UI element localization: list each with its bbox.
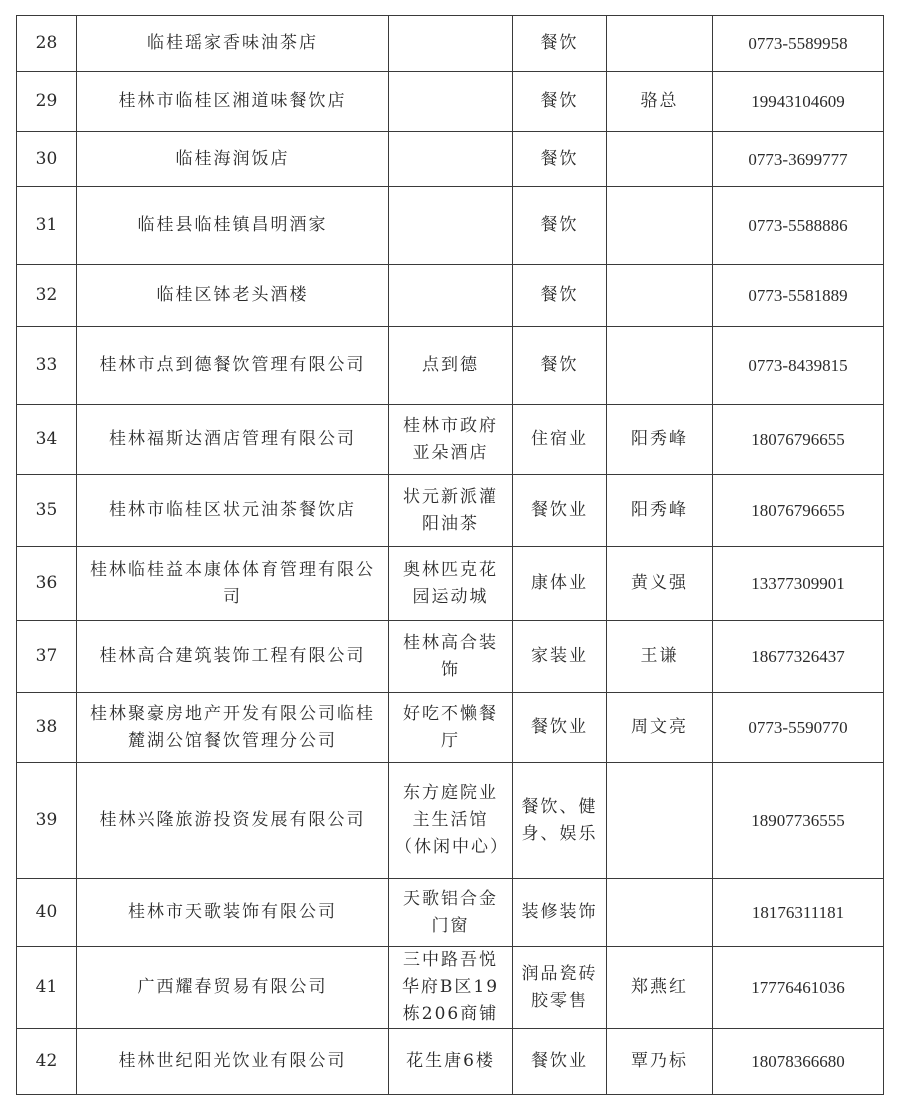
contact-person-cell: 骆总 [607,72,713,132]
contact-person-cell: 阳秀峰 [607,405,713,475]
industry-cell: 餐饮 [513,265,607,327]
brand-name-cell: 桂林高合装饰 [389,621,513,693]
phone-number-cell: 18176311181 [713,879,884,947]
industry-cell: 餐饮、健身、娱乐 [513,763,607,879]
industry-cell: 餐饮 [513,132,607,187]
table-row [17,405,884,475]
industry-cell: 住宿业 [513,405,607,475]
industry-cell: 餐饮 [513,327,607,405]
contact-person-cell: 黄义强 [607,547,713,621]
contact-person-cell [607,763,713,879]
row-number-cell: 29 [17,72,77,132]
company-name-cell: 桂林市临桂区湘道味餐饮店 [77,72,389,132]
industry-cell: 餐饮 [513,16,607,72]
contact-person-cell: 覃乃标 [607,1029,713,1095]
contact-person-cell [607,132,713,187]
table-row [17,879,884,947]
phone-number-cell: 0773-3699777 [713,132,884,187]
row-number-cell: 35 [17,475,77,547]
row-number-cell: 40 [17,879,77,947]
phone-number-cell: 0773-8439815 [713,327,884,405]
table-row [17,327,884,405]
company-name-cell: 桂林市点到德餐饮管理有限公司 [77,327,389,405]
row-number-cell: 37 [17,621,77,693]
contact-person-cell [607,879,713,947]
brand-name-cell: 东方庭院业主生活馆（休闲中心） [389,763,513,879]
contact-person-cell [607,327,713,405]
row-number-cell: 28 [17,16,77,72]
phone-number-cell: 18076796655 [713,475,884,547]
row-number-cell: 38 [17,693,77,763]
row-number-cell: 30 [17,132,77,187]
row-number-cell: 42 [17,1029,77,1095]
brand-name-cell: 桂林市政府亚朵酒店 [389,405,513,475]
row-number-cell: 31 [17,187,77,265]
table-body [17,16,884,1095]
industry-cell: 康体业 [513,547,607,621]
phone-number-cell: 18078366680 [713,1029,884,1095]
company-name-cell: 临桂瑶家香味油茶店 [77,16,389,72]
table-row [17,475,884,547]
brand-name-cell: 三中路吾悦华府B区19栋206商铺 [389,947,513,1029]
industry-cell: 家装业 [513,621,607,693]
industry-cell: 餐饮业 [513,1029,607,1095]
row-number-cell: 32 [17,265,77,327]
phone-number-cell: 0773-5589958 [713,16,884,72]
contact-person-cell [607,265,713,327]
brand-name-cell [389,72,513,132]
industry-cell: 润品瓷砖胶零售 [513,947,607,1029]
brand-name-cell: 状元新派灌阳油茶 [389,475,513,547]
phone-number-cell: 18907736555 [713,763,884,879]
company-name-cell: 桂林市临桂区状元油茶餐饮店 [77,475,389,547]
table-row [17,132,884,187]
row-number-cell: 36 [17,547,77,621]
company-name-cell: 桂林福斯达酒店管理有限公司 [77,405,389,475]
brand-name-cell [389,265,513,327]
table-row [17,947,884,1029]
row-number-cell: 33 [17,327,77,405]
phone-number-cell: 18076796655 [713,405,884,475]
brand-name-cell: 好吃不懒餐厅 [389,693,513,763]
table-row [17,187,884,265]
phone-number-cell: 0773-5581889 [713,265,884,327]
table-row [17,72,884,132]
brand-name-cell [389,187,513,265]
phone-number-cell: 19943104609 [713,72,884,132]
row-number-cell: 39 [17,763,77,879]
phone-number-cell: 17776461036 [713,947,884,1029]
industry-cell: 餐饮 [513,187,607,265]
company-name-cell: 桂林高合建筑装饰工程有限公司 [77,621,389,693]
company-name-cell: 桂林世纪阳光饮业有限公司 [77,1029,389,1095]
row-number-cell: 41 [17,947,77,1029]
brand-name-cell: 花生唐6楼 [389,1029,513,1095]
industry-cell: 餐饮 [513,72,607,132]
merchant-table [16,15,884,1095]
phone-number-cell: 13377309901 [713,547,884,621]
contact-person-cell [607,16,713,72]
industry-cell: 装修装饰 [513,879,607,947]
brand-name-cell [389,132,513,187]
table-row [17,1029,884,1095]
company-name-cell: 临桂县临桂镇昌明酒家 [77,187,389,265]
contact-person-cell [607,187,713,265]
company-name-cell: 临桂区钵老头酒楼 [77,265,389,327]
company-name-cell: 广西耀春贸易有限公司 [77,947,389,1029]
brand-name-cell: 点到德 [389,327,513,405]
company-name-cell: 桂林临桂益本康体体育管理有限公司 [77,547,389,621]
industry-cell: 餐饮业 [513,693,607,763]
contact-person-cell: 周文亮 [607,693,713,763]
table-row [17,621,884,693]
table-row [17,16,884,72]
phone-number-cell: 18677326437 [713,621,884,693]
table-row [17,763,884,879]
contact-person-cell: 阳秀峰 [607,475,713,547]
industry-cell: 餐饮业 [513,475,607,547]
contact-person-cell: 王谦 [607,621,713,693]
phone-number-cell: 0773-5588886 [713,187,884,265]
company-name-cell: 桂林聚豪房地产开发有限公司临桂麓湖公馆餐饮管理分公司 [77,693,389,763]
row-number-cell: 34 [17,405,77,475]
phone-number-cell: 0773-5590770 [713,693,884,763]
brand-name-cell [389,16,513,72]
brand-name-cell: 奥林匹克花园运动城 [389,547,513,621]
company-name-cell: 桂林市天歌装饰有限公司 [77,879,389,947]
table-row [17,547,884,621]
company-name-cell: 桂林兴隆旅游投资发展有限公司 [77,763,389,879]
brand-name-cell: 天歌铝合金门窗 [389,879,513,947]
company-name-cell: 临桂海润饭店 [77,132,389,187]
contact-person-cell: 郑燕红 [607,947,713,1029]
table-row [17,265,884,327]
table-row [17,693,884,763]
